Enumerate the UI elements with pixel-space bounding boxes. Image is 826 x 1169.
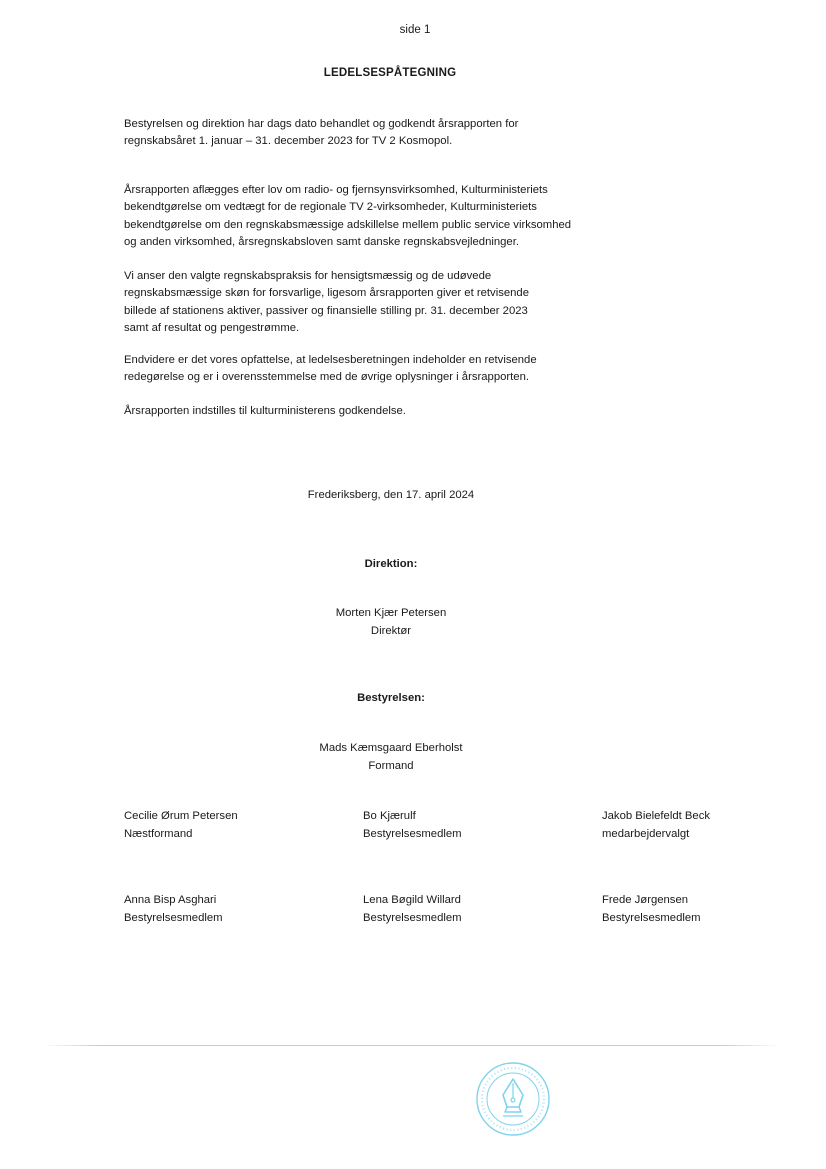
text-line: bekendtgørelse om vedtægt for de regionale TV 2-virksomheder, Kulturministeriets (124, 201, 537, 214)
paragraph-accounting-policy (124, 268, 624, 337)
text-line: Årsrapporten aflægges efter lov om radio- og fjernsynsvirksomhed, Kulturministeriets (124, 184, 548, 196)
footer-divider (42, 1045, 780, 1046)
signatory-name: Jakob Bielefeldt Beck (602, 810, 711, 822)
text-line: redegørelse og er i overensstemmelse med de øvrige oplysninger i årsrapporten. (124, 371, 529, 384)
signatory-role: Bestyrelsesmedlem (124, 911, 223, 924)
signatory-name: Lena Bøgild Willard (363, 894, 461, 906)
esignature-seal (475, 1061, 551, 1137)
signatory-name: Mads Kæmsgaard Eberholst (319, 742, 463, 754)
signatory-role: Direktør (370, 624, 412, 637)
document-title: LEDELSESPÅTEGNING (323, 67, 457, 79)
board-member-signatory (124, 892, 223, 927)
chair-signatory (0, 740, 782, 775)
fountain-pen-nib-icon (475, 1061, 551, 1137)
text-line: Vi anser den valgte regnskabspraksis for hensigtsmæssig og de udøvede (124, 270, 492, 282)
signatory-role: Formand (368, 759, 414, 772)
paragraph-legal-basis (124, 182, 624, 251)
place-and-date: Frederiksberg, den 17. april 2024 (307, 489, 475, 501)
paragraph-recommendation (124, 403, 624, 420)
page-number: side 1 (399, 24, 431, 36)
text-line: regnskabsåret 1. januar – 31. december 2023 for TV 2 Kosmopol. (124, 135, 453, 148)
signatory-role: Bestyrelsesmedlem (363, 911, 462, 924)
board-member-signatory (363, 892, 462, 927)
direktion-heading: Direktion: (364, 558, 418, 570)
text-line: bekendtgørelse om den regnskabsmæssige adskillelse mellem public service virksomhed (124, 218, 572, 231)
text-line: Årsrapporten indstilles til kulturministerens godkendelse. (124, 405, 406, 417)
signatory-name: Morten Kjær Petersen (335, 607, 447, 619)
board-member-signatory (602, 808, 710, 843)
text-line: Bestyrelsen og direktion har dags dato behandlet og godkendt årsrapporten for (124, 118, 519, 130)
board-member-signatory (363, 808, 462, 843)
direktion-signatory (0, 605, 782, 640)
signatory-name: Bo Kjærulf (363, 810, 416, 822)
signatory-role: medarbejdervalgt (602, 827, 690, 840)
signatory-role: Bestyrelsesmedlem (602, 911, 701, 924)
signatory-role: Bestyrelsesmedlem (363, 827, 462, 840)
paragraph-management-report (124, 352, 624, 387)
text-line: samt af resultat og pengestrømme. (124, 321, 300, 334)
paragraph-approval (124, 116, 624, 151)
text-line: Endvidere er det vores opfattelse, at ledelsesberetningen indeholder en retvisende (124, 354, 537, 366)
signatory-role: Næstformand (124, 827, 193, 840)
text-line: regnskabsmæssige skøn for forsvarlige, ligesom årsrapporten giver et retvisende (124, 287, 529, 300)
board-member-signatory (124, 808, 238, 843)
signatory-name: Frede Jørgensen (602, 894, 689, 906)
text-line: billede af stationens aktiver, passiver og finansielle stilling pr. 31. december 2023 (124, 304, 528, 317)
text-line: og anden virksomhed, årsregnskabsloven samt danske regnskabsvejledninger. (124, 235, 519, 248)
signatory-name: Anna Bisp Asghari (124, 894, 217, 906)
signatory-name: Cecilie Ørum Petersen (124, 810, 238, 822)
board-member-signatory (602, 892, 701, 927)
bestyrelsen-heading: Bestyrelsen: (357, 692, 425, 704)
